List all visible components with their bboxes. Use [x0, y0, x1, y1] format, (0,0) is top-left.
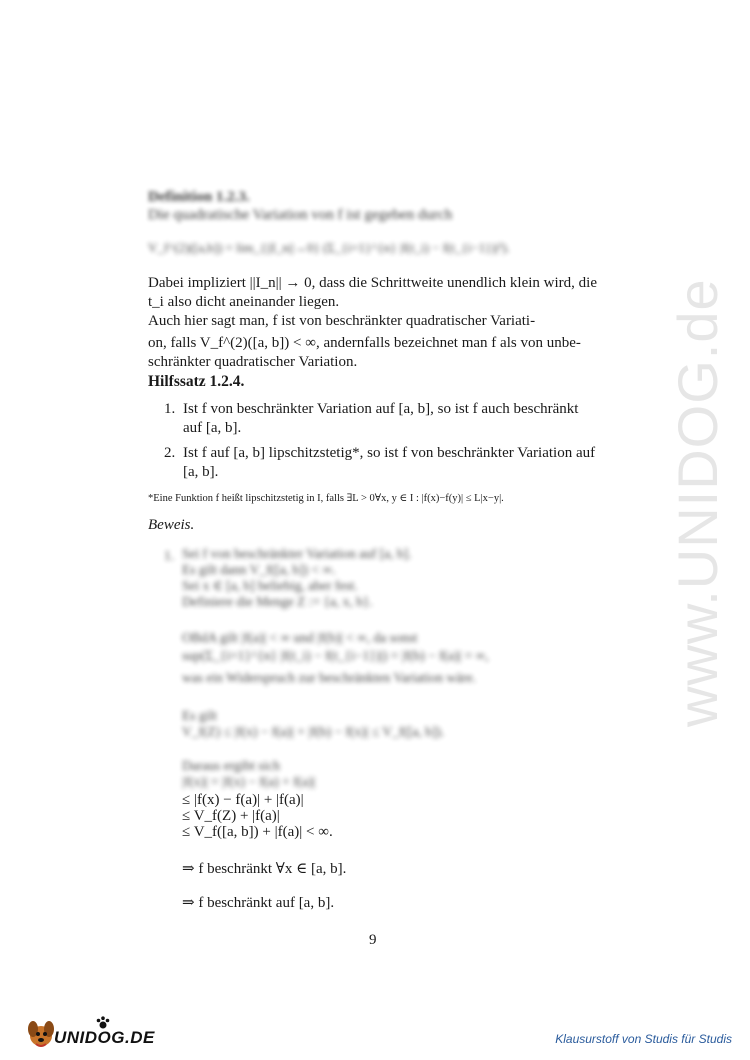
proof-blurred-block-4 — [182, 758, 315, 790]
proof-line: Es gilt — [182, 708, 217, 723]
definition-intro: Die quadratische Variation von f ist gegeben durch — [148, 207, 453, 223]
item-line-2: [a, b]. — [183, 464, 219, 480]
proof-blurred-block-2 — [182, 630, 489, 686]
paragraph-line-2: t_i also dicht aneinander liegen. — [148, 294, 340, 310]
item-line-2: auf [a, b]. — [183, 420, 242, 436]
page-number: 9 — [369, 932, 377, 948]
logo-text: UNIDOG.DE — [54, 1028, 155, 1047]
watermark: www.UNIDOG.de — [666, 278, 729, 727]
definition-formula: V_f^(2)([a,b]) = lim_{||I_n||→0} (Σ_{i=1}^{n} |f(t_i) − f(t_{i−1})|²). — [148, 240, 510, 255]
proof-line: V_f(Z) ≤ |f(x) − f(a)| + |f(b) − f(x)| ≤ V_f([a, b]). — [182, 724, 445, 739]
proof-line: |f(x)| = |f(x) − f(a) + f(a)| — [182, 774, 316, 789]
paragraph-line-1: Dabei impliziert ||I_n|| → 0, dass die Schrittweite unendlich klein wird, die — [148, 275, 597, 291]
proof-label: Beweis. — [148, 517, 195, 533]
footnote: *Eine Funktion f heißt lipschitzstetig in I, falls ∃L > 0∀x, y ∈ I : |f(x)−f(y)| ≤ L|x−y|. — [148, 493, 504, 504]
proof-conclusion-1: ⇒ f beschränkt ∀x ∈ [a, b]. — [182, 861, 347, 877]
proof-line: ≤ V_f([a, b]) + |f(a)| < ∞. — [182, 824, 333, 840]
hilfssatz-heading: Hilfssatz 1.2.4. — [148, 373, 245, 390]
item-line-1: Ist f von beschränkter Variation auf [a, b], so ist f auch beschränkt — [183, 401, 579, 417]
proof-line: Definiere die Menge Z := {a, x, b}. — [182, 594, 373, 609]
proof-line: Daraus ergibt sich — [182, 758, 280, 773]
paragraph-line-5: schränkter quadratischer Variation. — [148, 354, 358, 370]
proof-line: sup(Σ_{i=1}^{n} |f(t_i) − f(t_{i−1})|) = |f(b) − f(a)| = ∞, — [182, 648, 489, 663]
paragraph-line-4: on, falls V_f^(2)([a, b]) < ∞, andernfalls bezeichnet man f als von unbe- — [148, 335, 581, 351]
proof-visible-block — [182, 792, 333, 840]
item-line-1: Ist f auf [a, b] lipschitzstetig*, so ist f von beschränkter Variation auf — [183, 445, 596, 461]
proof-line: Sei f von beschränkter Variation auf [a, b]. — [182, 546, 412, 561]
item-number: 2. — [164, 445, 176, 461]
item-text — [183, 400, 600, 438]
dog-icon — [24, 1016, 58, 1050]
proof-line: ≤ V_f(Z) + |f(a)| — [182, 808, 280, 824]
proof-line: ≤ |f(x) − f(a)| + |f(a)| — [182, 792, 304, 808]
paragraph-line-3: Auch hier sagt man, f ist von beschränkter quadratischer Variati- — [148, 313, 536, 329]
definition-heading: Definition 1.2.3. — [148, 189, 250, 205]
proof-line: Sei x ∈ [a, b] beliebig, aber fest. — [182, 578, 358, 593]
proof-blurred-block-1 — [182, 546, 412, 610]
proof-line: was ein Widerspruch zur beschränkten Variation wäre. — [182, 670, 476, 685]
proof-item-number: 1. — [164, 548, 175, 563]
item-text — [183, 444, 600, 482]
proof-line: OBdA gilt |f(a)| < ∞ und |f(b)| < ∞, da sonst — [182, 630, 418, 645]
proof-blurred-block-3 — [182, 708, 444, 740]
unidog-logo[interactable] — [24, 1016, 154, 1050]
proof-conclusion-2: ⇒ f beschränkt auf [a, b]. — [182, 895, 335, 911]
proof-line: Es gilt dann V_f([a, b]) < ∞. — [182, 562, 336, 577]
footer-tagline: Klausurstoff von Studis für Studis — [555, 1032, 732, 1046]
variation-paragraph — [148, 274, 600, 372]
item-number: 1. — [164, 401, 176, 417]
